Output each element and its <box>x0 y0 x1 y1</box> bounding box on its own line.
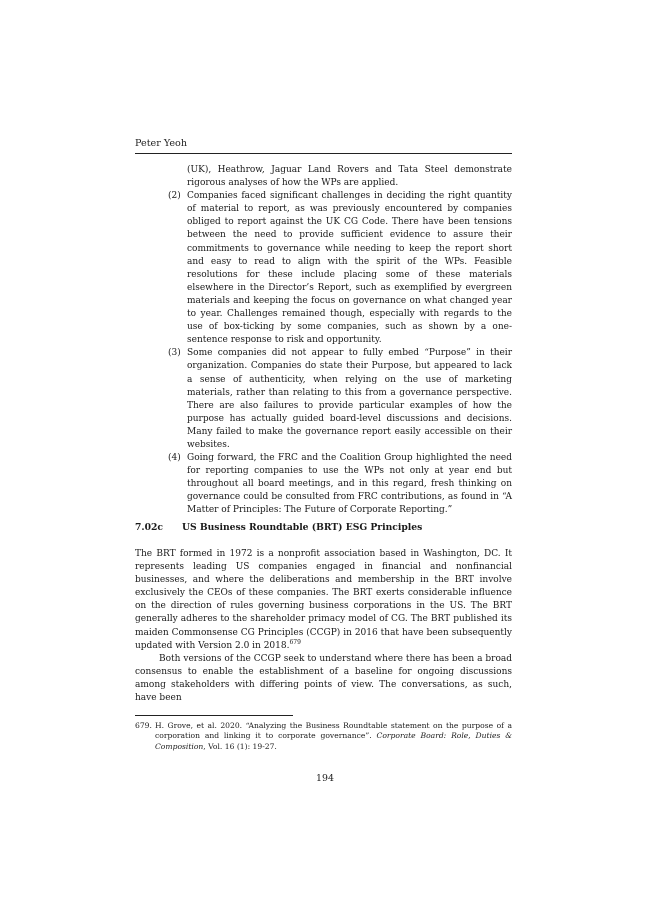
page-number: 194 <box>316 773 334 784</box>
footnote-reference[interactable]: 679 <box>289 638 301 646</box>
paragraph <box>135 548 512 653</box>
header-rule <box>135 153 512 154</box>
footnote-citation: H. Grove, et al. 2020. “Analyzing the Business Roundtable statement on the purpose of a corporation and linking it to corporate governance”. <box>155 721 512 741</box>
list-item <box>135 347 512 452</box>
footnote-volume: , Vol. 16 (1): 19-27. <box>203 741 277 751</box>
running-header: Peter Yeoh <box>135 138 188 149</box>
list-item-text: Going forward, the FRC and the Coalition Group highlighted the need for reporting companies to use the WPs not only at year end but throughout all board meetings, and in this regard, fresh thinking on governance could be consulted from FRC contributions, as found in “A Matter of Principles: The Future of Corporate Reporting.” <box>187 453 512 516</box>
footnote <box>135 721 512 752</box>
numbered-list <box>135 164 512 518</box>
body-text <box>135 548 512 705</box>
list-item-text: Companies faced significant challenges in deciding the right quantity of material to report, as was previously encountered by companies obliged to report against the UK CG Code. There have been tensions between the need to provide sufficient evidence to assure their commitments to governance while needing to keep the report short and easy to read to align with the spirit of the WPs. Feasible resolutions for these include placing some of these materials elsewhere in the Director’s Report, such as exemplified by evergreen materials and keeping the focus on governance on what changed year to year. Challenges remained though, especially with regards to the use of box-ticking by some companies, such as shown by a one-sentence response to risk and opportunity. <box>187 191 512 346</box>
paragraph: Both versions of the CCGP seek to understand where there has been a broad consensus to enable the establishment of a baseline for ongoing discussions among stakeholders with differing points of view. The conversations, as such, have been <box>135 653 512 704</box>
section-title: US Business Roundtable (BRT) ESG Principles <box>182 522 423 533</box>
footnote-journal: Corporate Board: Role, Duties & Composition <box>155 731 512 751</box>
footnote-rule <box>135 715 293 716</box>
footnote-text <box>135 721 512 752</box>
section-number: 7.02c <box>135 522 163 533</box>
list-item-number: (4) <box>168 453 181 464</box>
footnote-number: 679. <box>135 721 152 730</box>
list-item <box>135 452 512 517</box>
list-item-text: (UK), Heathrow, Jaguar Land Rovers and Tata Steel demonstrate rigorous analyses of how the WPs are applied. <box>187 165 512 189</box>
list-item-text: Some companies did not appear to fully embed “Purpose” in their organization. Companies do state their Purpose, but appeared to lack a sense of authenticity, when relying on the use of marketing materials, rather than relating to this from a governance perspective. There are also failures to provide particular examples of how the purpose has actually guided board-level discussions and decisions. Many failed to make the governance report easily accessible on their websites. <box>187 348 512 450</box>
list-item <box>135 164 512 190</box>
paragraph-text: The BRT formed in 1972 is a nonprofit association based in Washington, DC. It represents leading US companies engaged in financial and nonfinancial businesses, and where the deliberations and membership in the BRT involve exclusively the CEOs of these companies. The BRT exerts considerable influence on the direction of rules governing business corporations in the US. The BRT generally adheres to the shareholder primacy model of CG. The BRT published its maiden Commonsense CG Principles (CCGP) in 2016 that have been subsequently updated with Version 2.0 in 2018. <box>135 549 512 651</box>
list-item <box>135 190 512 347</box>
list-item-number: (2) <box>168 191 181 202</box>
list-item-number: (3) <box>168 348 181 359</box>
